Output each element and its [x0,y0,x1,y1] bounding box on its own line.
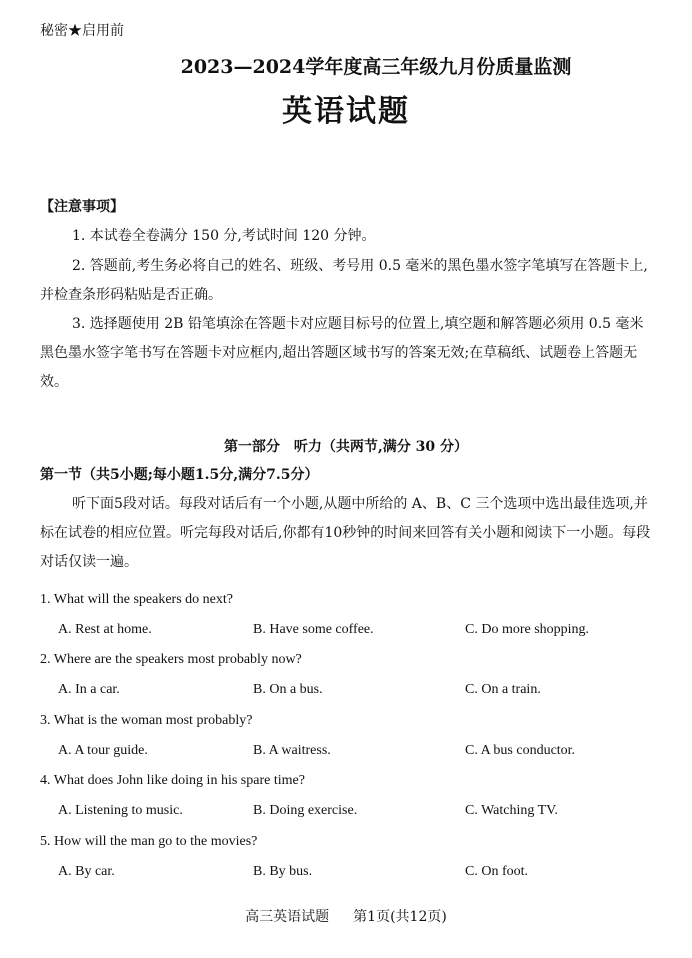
footer-subject: 高三英语试题 [245,909,330,925]
question-stem: 4. What does John like doing in his spare time? [40,773,305,788]
section-instructions: 听下面5段对话。每段对话后有一个小题,从题中所给的 A、B、C 三个选项中选出最佳选项,并标在试卷的相应位置。听完每段对话后,你都有10秒钟的时间来回答有关小题和阅读下一小题。每段对话仅读一遍。 [40,496,651,570]
question-stem: 2. Where are the speakers most probably now? [40,652,302,667]
option-c: C. On foot. [465,864,528,879]
option-b: B. A waitress. [253,743,331,758]
option-c: C. Watching TV. [465,803,558,818]
question-stem: 3. What is the woman most probably? [40,713,253,728]
part-heading: 第一部分 听力（共两节,满分 30 分） [223,439,469,455]
exam-title: 2023—2024学年度高三年级九月份质量监测 [180,56,572,78]
question-stem: 5. How will the man go to the movies? [40,834,258,849]
option-b: B. Doing exercise. [253,803,358,818]
option-a: A. By car. [58,864,115,879]
notes-heading: 【注意事项】 [40,199,124,215]
note-item-3: 3. 选择题使用 2B 铅笔填涂在答题卡对应题目标号的位置上,填空题和解答题必须用 0.5 毫米黑色墨水签字笔书写在答题卡对应框内,超出答题区域书写的答案无效;在草稿纸、试题卷上答题无效。 [40,316,644,390]
confidential-label: 秘密★启用前 [40,23,124,39]
option-b: B. Have some coffee. [253,622,374,637]
option-a: A. A tour guide. [58,743,148,758]
option-c: C. Do more shopping. [465,622,590,637]
question-stem: 1. What will the speakers do next? [40,592,233,607]
option-b: B. On a bus. [253,682,323,697]
subject-title: 英语试题 [282,94,410,129]
option-a: A. Rest at home. [58,622,152,637]
section-heading: 第一节（共5小题;每小题1.5分,满分7.5分） [40,467,319,483]
option-c: C. On a train. [465,682,541,697]
option-b: B. By bus. [253,864,313,879]
note-item-1: 1. 本试卷全卷满分 150 分,考试时间 120 分钟。 [72,228,376,244]
note-item-2: 2. 答题前,考生务必将自己的姓名、班级、考号用 0.5 毫米的黑色墨水签字笔填写在答题卡上,并检查条形码粘贴是否正确。 [40,258,648,303]
option-a: A. In a car. [58,682,120,697]
option-a: A. Listening to music. [58,803,183,818]
option-c: C. A bus conductor. [465,743,576,758]
page-footer [0,906,692,926]
footer-page-number: 第1页(共12页) [353,909,447,925]
